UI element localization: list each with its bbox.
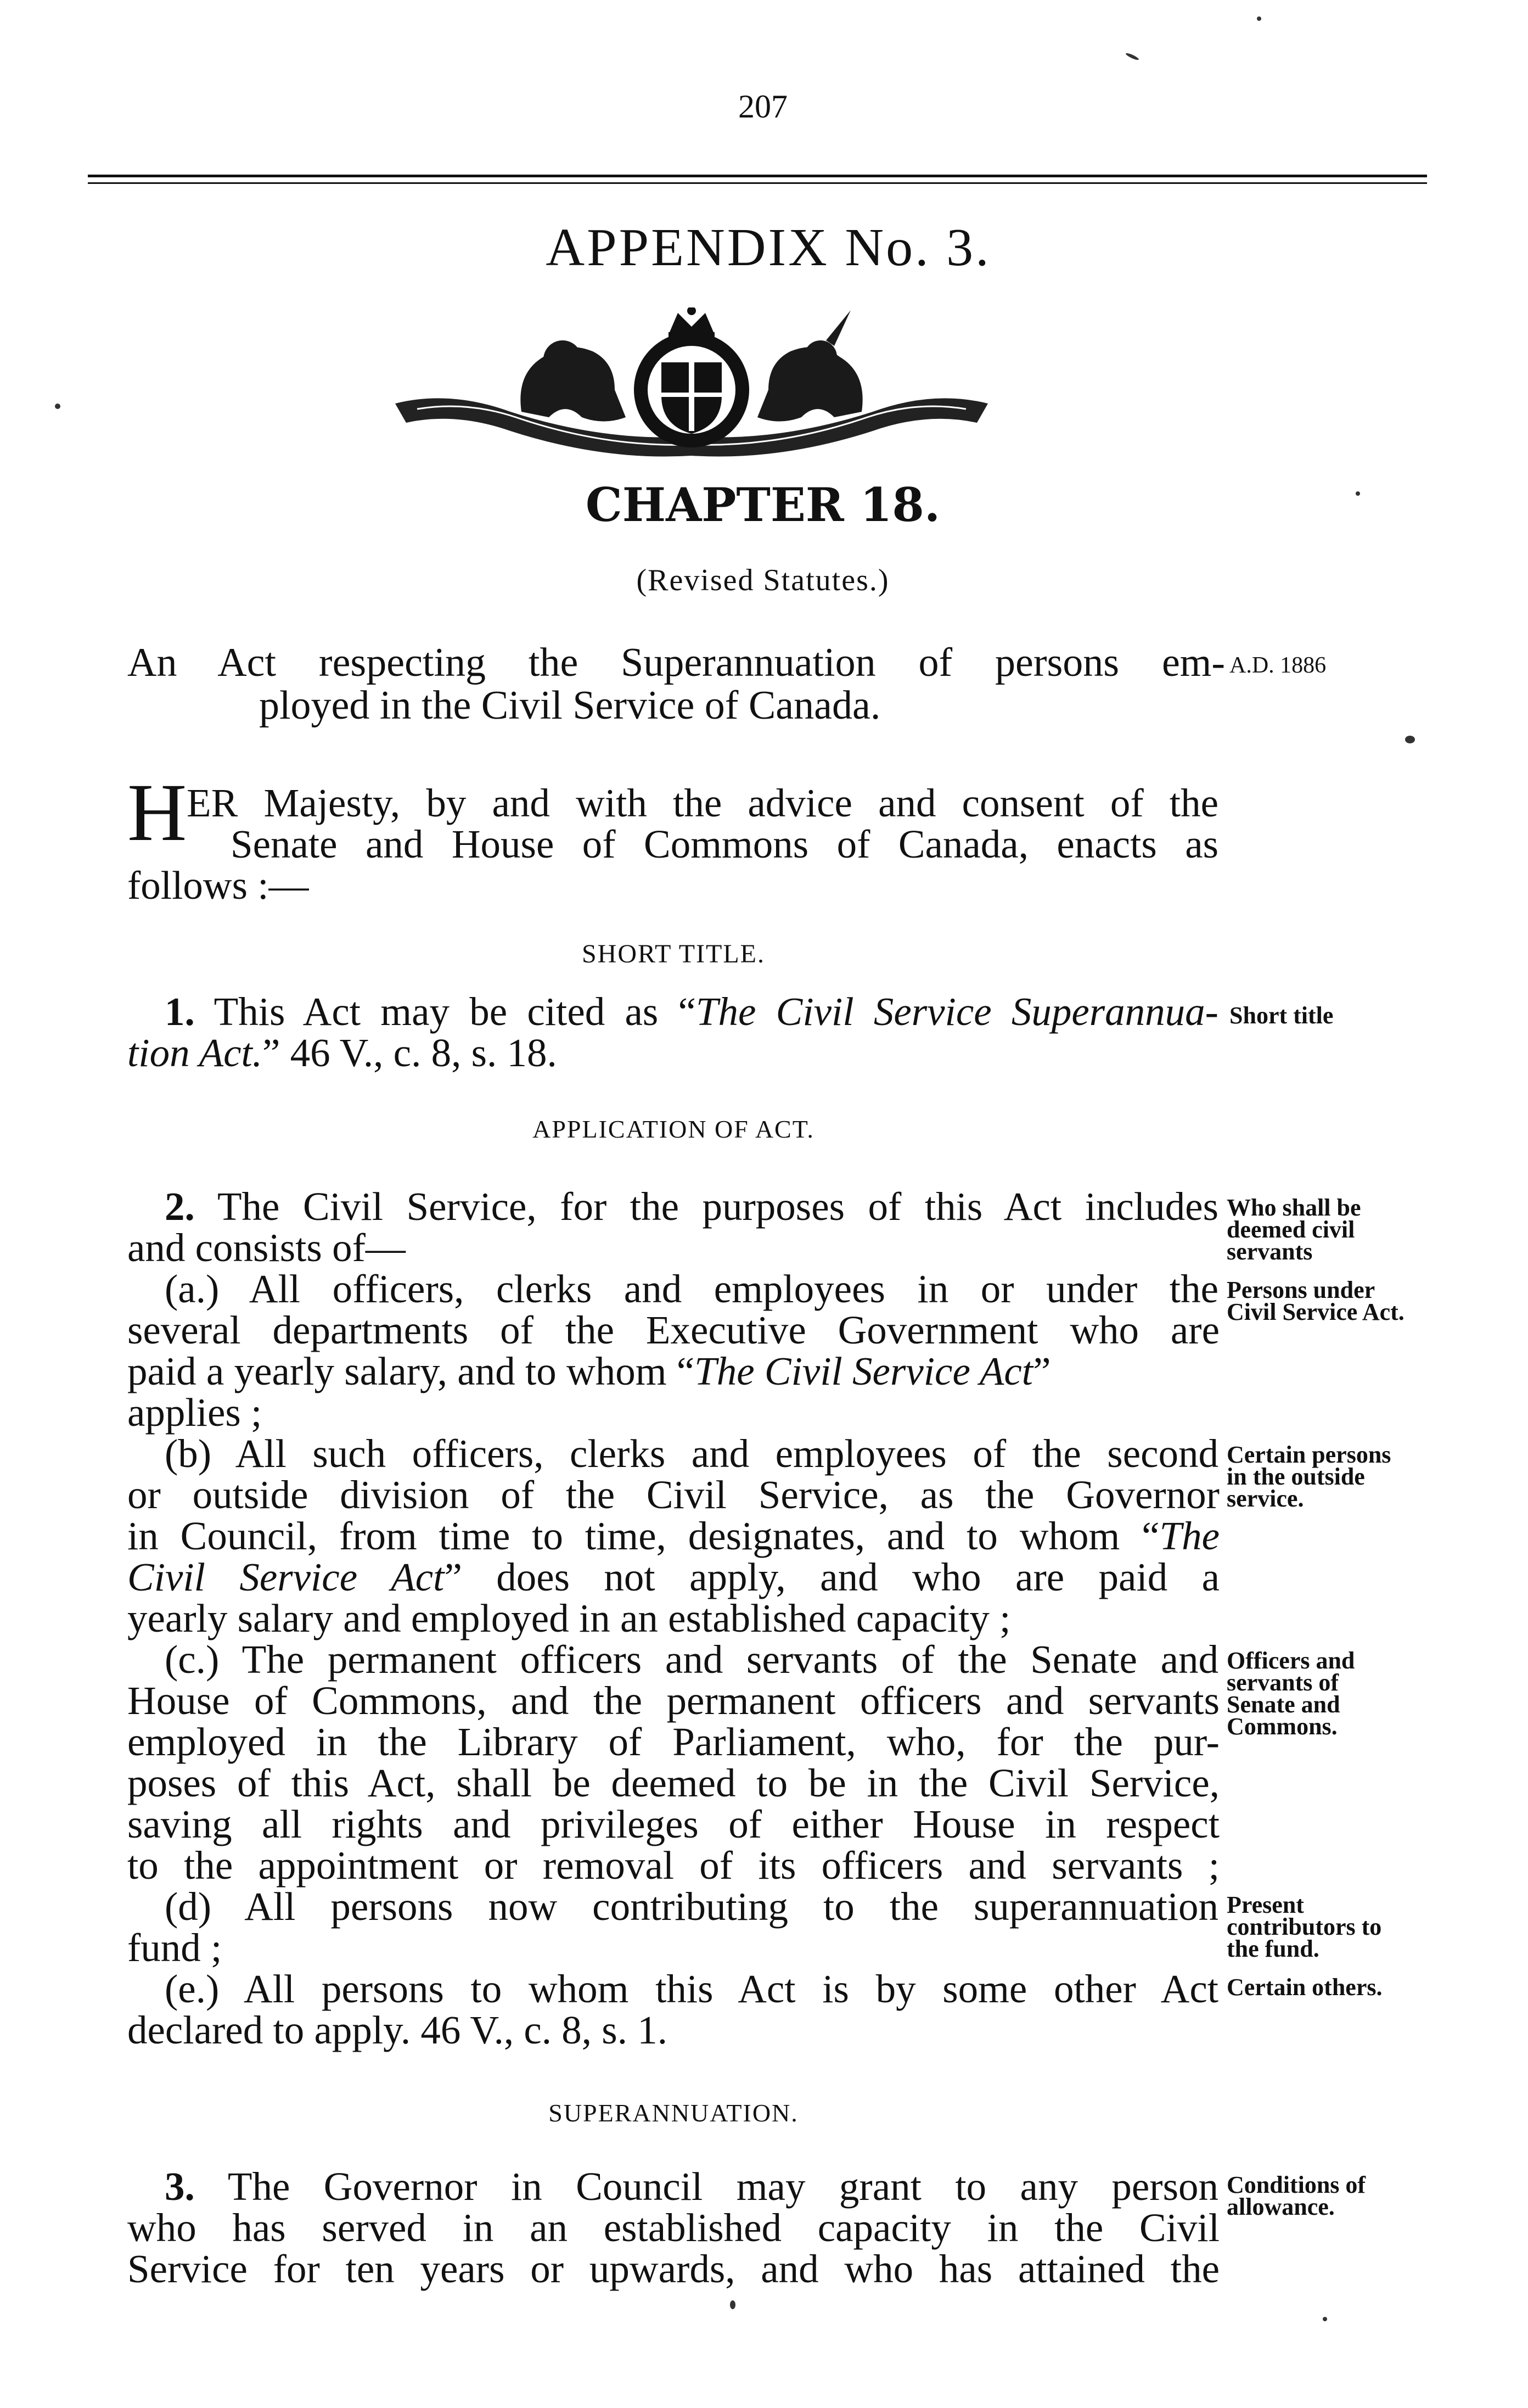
margin-certain-others: Certain others. bbox=[1227, 1974, 1383, 2001]
clause-b-line-4 bbox=[127, 1556, 1220, 1598]
clause-e-line-1: (e.) All persons to whom this Act is by some other Act bbox=[165, 1967, 1218, 2011]
act-title-line-1: An Act respecting the Superannuation of persons em- bbox=[127, 640, 1225, 685]
clause-a-quote: ” bbox=[1033, 1349, 1051, 1393]
scan-speck bbox=[1257, 16, 1261, 21]
clause-b-italic: The bbox=[1159, 1514, 1220, 1558]
section-3-line-1 bbox=[165, 2166, 1218, 2207]
clause-c-line-5: saving all rights and privileges of either House in respect bbox=[127, 1802, 1220, 1846]
clause-c-line-6: to the appointment or removal of its officers and servants ; bbox=[127, 1843, 1220, 1888]
clause-a-line-2: several departments of the Executive Government who are bbox=[127, 1308, 1220, 1352]
enacting-line-2: Senate and House of Commons of Canada, enacts as bbox=[231, 822, 1218, 866]
clause-c-line-4: poses of this Act, shall be deemed to be in the Civil Service, bbox=[127, 1761, 1220, 1805]
royal-coat-of-arms-emblem bbox=[384, 307, 999, 467]
section-2-text: The Civil Service, for the purposes of this Act includes bbox=[217, 1184, 1218, 1229]
scan-speck bbox=[1125, 52, 1139, 61]
section-1-italic: The Civil Service Superannua- bbox=[695, 989, 1218, 1034]
clause-b-line-2: or outside division of the Civil Service, as the Governor bbox=[127, 1472, 1220, 1517]
margin-persons-under-act: Persons under Civil Service Act. bbox=[1227, 1276, 1405, 1325]
clause-d-line-2: fund ; bbox=[127, 1925, 222, 1970]
section-1-text: This Act may be cited as “ bbox=[214, 989, 696, 1034]
scan-speck bbox=[1356, 491, 1360, 496]
scan-speck bbox=[1405, 736, 1415, 743]
section-3-text: The Governor in Council may grant to any person bbox=[227, 2164, 1218, 2209]
clause-a-line-4: applies ; bbox=[127, 1390, 262, 1435]
short-title-heading: SHORT TITLE. bbox=[581, 939, 765, 968]
section-1-line-1 bbox=[165, 991, 1218, 1032]
clause-a-line-3 bbox=[127, 1351, 1220, 1392]
clause-b-line-5: yearly salary and employed in an established capacity ; bbox=[127, 1596, 1011, 1640]
section-1-number: 1. bbox=[165, 989, 195, 1034]
margin-outside-service: Certain persons in the outside service. bbox=[1227, 1441, 1391, 1512]
scan-speck bbox=[55, 404, 60, 409]
enacting-dropcap: H bbox=[127, 767, 187, 858]
margin-conditions-allowance: Conditions of allowance. bbox=[1227, 2171, 1366, 2220]
clause-a-text: paid a yearly salary, and to whom “ bbox=[127, 1349, 695, 1393]
section-2-line-2: and consists of— bbox=[127, 1225, 406, 1270]
act-date-note: A.D. 1886 bbox=[1229, 653, 1327, 678]
clause-b-text-2: ” does not apply, and who are paid a bbox=[444, 1555, 1220, 1599]
scan-speck bbox=[1323, 2317, 1327, 2321]
margin-who-deemed: Who shall be deemed civil servants bbox=[1227, 1194, 1361, 1265]
margin-short-title: Short title bbox=[1229, 1002, 1334, 1029]
enacting-line-1: ER Majesty, by and with the advice and consent of the bbox=[187, 781, 1218, 825]
clause-b-line-3 bbox=[127, 1515, 1220, 1556]
clause-b-line-1: (b) All such officers, clerks and employees of the second bbox=[165, 1431, 1218, 1476]
clause-b-italic-2: Civil Service Act bbox=[127, 1555, 445, 1599]
page-number: 207 bbox=[738, 88, 788, 125]
chapter-heading: CHAPTER 18. bbox=[585, 478, 941, 532]
section-1-citation: ” 46 V., c. 8, s. 18. bbox=[262, 1031, 557, 1075]
clause-b-text: in Council, from time to time, designates, and to whom “ bbox=[127, 1514, 1160, 1558]
act-title-line-2: ployed in the Civil Service of Canada. bbox=[259, 683, 881, 728]
application-heading: APPLICATION OF ACT. bbox=[532, 1115, 814, 1143]
clause-c-line-3: employed in the Library of Parliament, who, for the pur- bbox=[127, 1720, 1220, 1764]
clause-c-line-2: House of Commons, and the permanent officers and servants bbox=[127, 1678, 1220, 1723]
section-3-line-2: who has served in an established capacity in the Civil bbox=[127, 2205, 1220, 2250]
section-3-line-3: Service for ten years or upwards, and who has attained the bbox=[127, 2247, 1220, 2291]
scan-speck bbox=[730, 2300, 735, 2309]
section-1-line-2 bbox=[127, 1032, 1170, 1073]
clause-e-line-2: declared to apply. 46 V., c. 8, s. 1. bbox=[127, 2008, 667, 2052]
header-rule-top bbox=[88, 175, 1427, 177]
section-1-italic-2: tion Act. bbox=[127, 1031, 263, 1075]
section-3-number: 3. bbox=[165, 2164, 195, 2209]
section-2-line-1 bbox=[165, 1186, 1218, 1227]
margin-present-contributors: Present contributors to the fund. bbox=[1227, 1891, 1382, 1962]
chapter-subtitle: (Revised Statutes.) bbox=[636, 563, 890, 597]
header-rule-bottom bbox=[88, 182, 1427, 184]
clause-c-line-1: (c.) The permanent officers and servants of the Senate and bbox=[165, 1637, 1218, 1682]
margin-senate-commons: Officers and servants of Senate and Commons. bbox=[1227, 1647, 1355, 1740]
clause-a-italic: The Civil Service Act bbox=[694, 1349, 1033, 1393]
clause-a-line-1: (a.) All officers, clerks and employees in or under the bbox=[165, 1267, 1218, 1311]
appendix-heading: APPENDIX No. 3. bbox=[546, 218, 991, 277]
section-2-number: 2. bbox=[165, 1184, 195, 1229]
enacting-line-3: follows :— bbox=[127, 863, 309, 908]
superannuation-heading: SUPERANNUATION. bbox=[548, 2099, 799, 2127]
clause-d-line-1: (d) All persons now contributing to the superannuation bbox=[165, 1884, 1218, 1929]
